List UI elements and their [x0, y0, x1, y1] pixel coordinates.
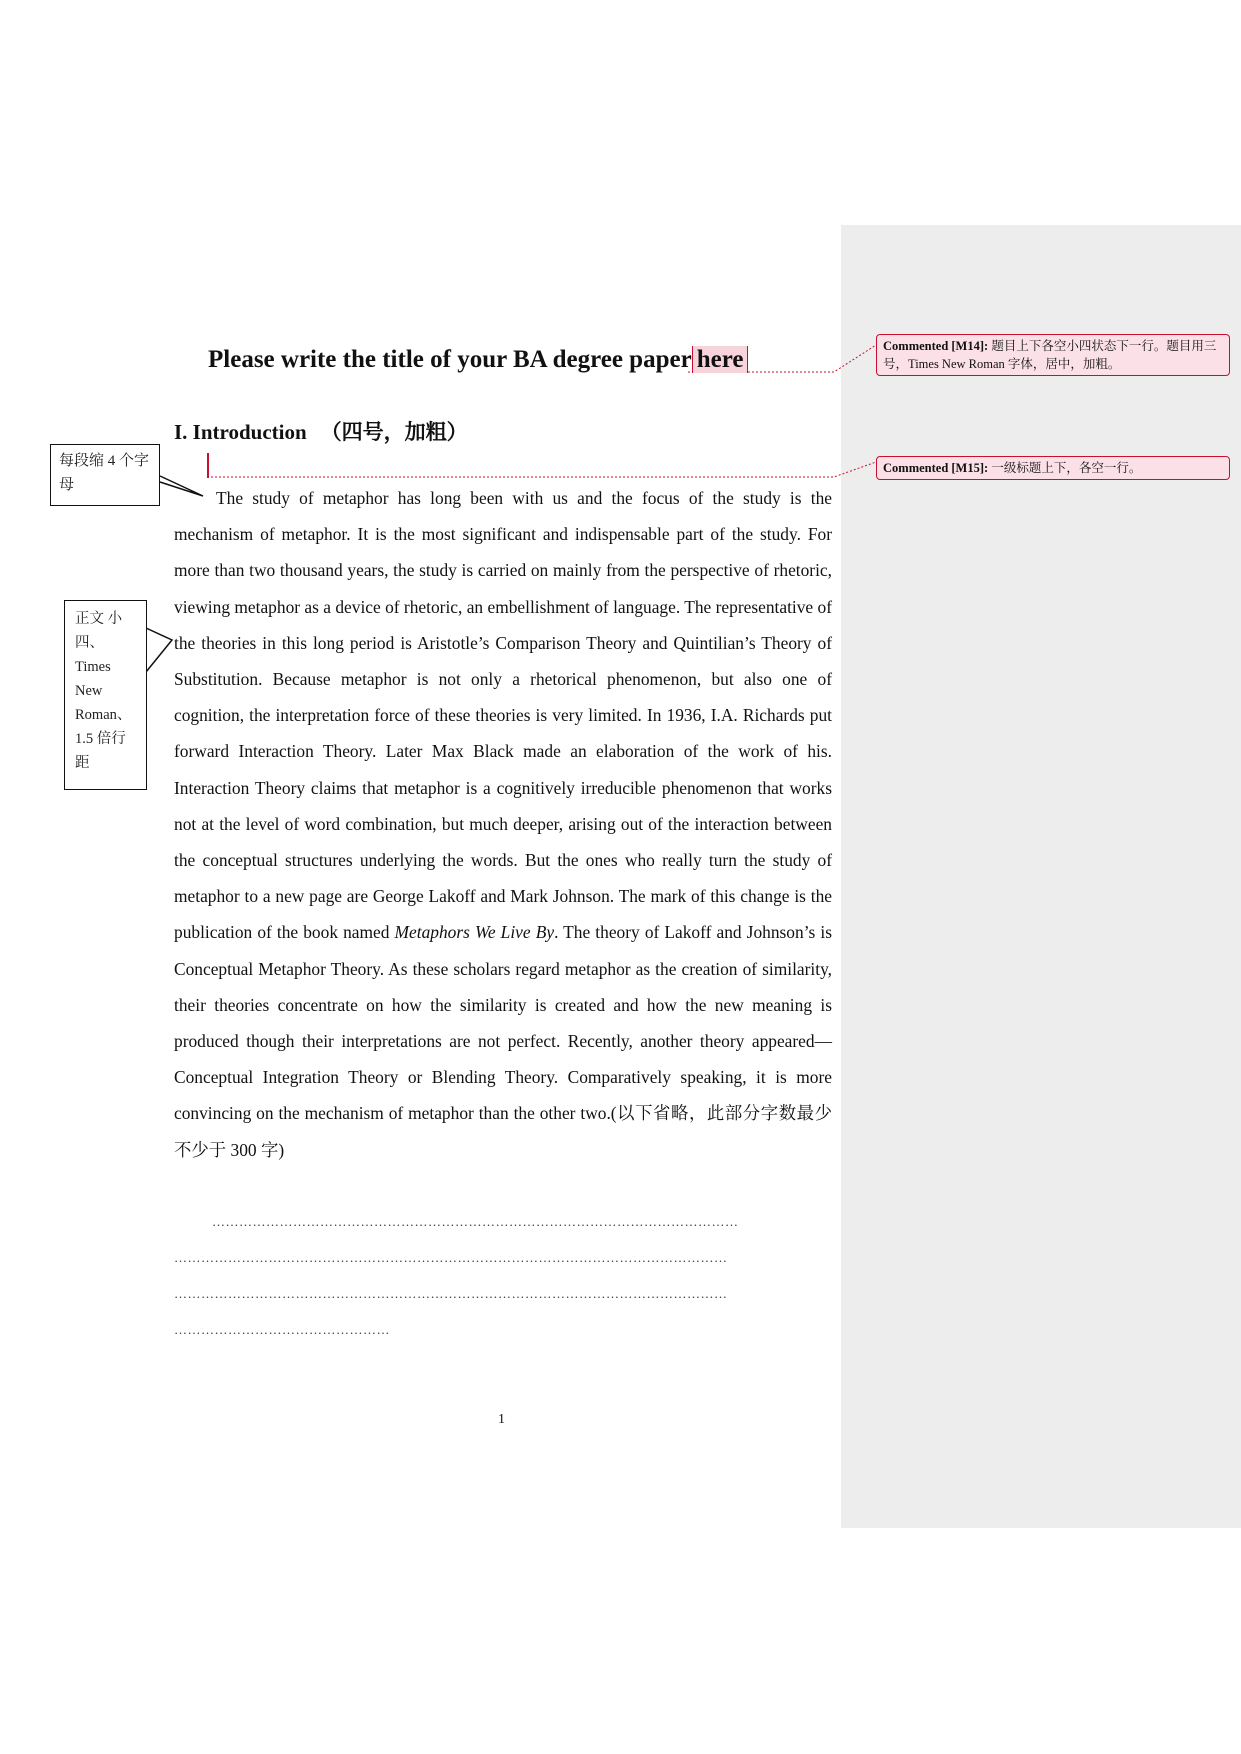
paper-title: Please write the title of your BA degree paper here	[208, 340, 908, 380]
comment-text: 一级标题上下，各空一行。	[991, 461, 1142, 475]
comment-label: Commented [M15]:	[883, 461, 989, 475]
comment-m14[interactable]	[876, 334, 1230, 376]
indent-callout[interactable]: 每段缩 4 个字母	[50, 444, 160, 506]
ellipsis-line: ……………………………………………………………………………………………………………	[174, 1286, 728, 1301]
comment-m15[interactable]	[876, 456, 1230, 480]
comment-text: 题目上下各空小四状态下一行。题目用三号，Times New Roman 字体，居中，加粗。	[883, 339, 1217, 371]
title-highlight[interactable]: here	[692, 346, 749, 373]
comment-pane	[841, 225, 1241, 1528]
ellipsis-line: ………………………………………………………………………………………………………	[212, 1214, 739, 1229]
ellipsis-line: ……………………………………………………………………………………………………………	[174, 1250, 728, 1265]
font-callout[interactable]: 正文 小四、Times New Roman、1.5 倍行距	[64, 600, 147, 790]
heading-format-note: （四号，加粗）	[320, 420, 468, 444]
body-paragraph: The study of metaphor has long been with us and the focus of the study is the mechanism of metaphor. It is the most significant and indispensable part of the study. For more than two thousand years, the study is carried on mainly from the perspective of rhetoric, viewing metaphor as a device of rhetoric, an embellishment of language. The representative of the theories in this long period is Aristotle’s Comparison Theory and Quintilian’s Theory of Substitution. Because metaphor is not only a rhetorical phenomenon, but also one of cognition, the interpretation force of these theories is very limited. In 1936, I.A. Richards put forward Interaction Theory. Later Max Black made an elaboration of the work of his. Interaction Theory claims that metaphor is a cognitively irreducible phenomenon that works not at the level of word combination, but much deeper, arising out of the interaction between the conceptual structures underlying the words. But the ones who really turn the study of metaphor to a new page are George Lakoff and Mark Johnson. The mark of this change is the publication of the book named Metaphors We Live By. The theory of Lakoff and Johnson’s is Conceptual Metaphor Theory. As these scholars regard metaphor as the creation of similarity, their theories concentrate on how the similarity is created and how the new meaning is produced though their interpretations are not perfect. Recently, another theory appeared—Conceptual Integration Theory or Blending Theory. Comparatively speaking, it is more convincing on the mechanism of metaphor than the other two.(以下省略，此部分字数最少不少于 300 字)	[174, 488, 832, 1160]
comment-label: Commented [M14]:	[883, 339, 989, 353]
ellipsis-line: …………………………………………	[174, 1322, 390, 1337]
page-number: 1	[498, 1412, 505, 1427]
comment-anchor-mark	[207, 453, 209, 478]
font-callout-pointer	[146, 628, 172, 672]
comment-m15-connector	[207, 462, 876, 477]
section-heading: I. Introduction （四号，加粗）	[174, 420, 468, 444]
book-title: Metaphors We Live By	[394, 922, 555, 943]
